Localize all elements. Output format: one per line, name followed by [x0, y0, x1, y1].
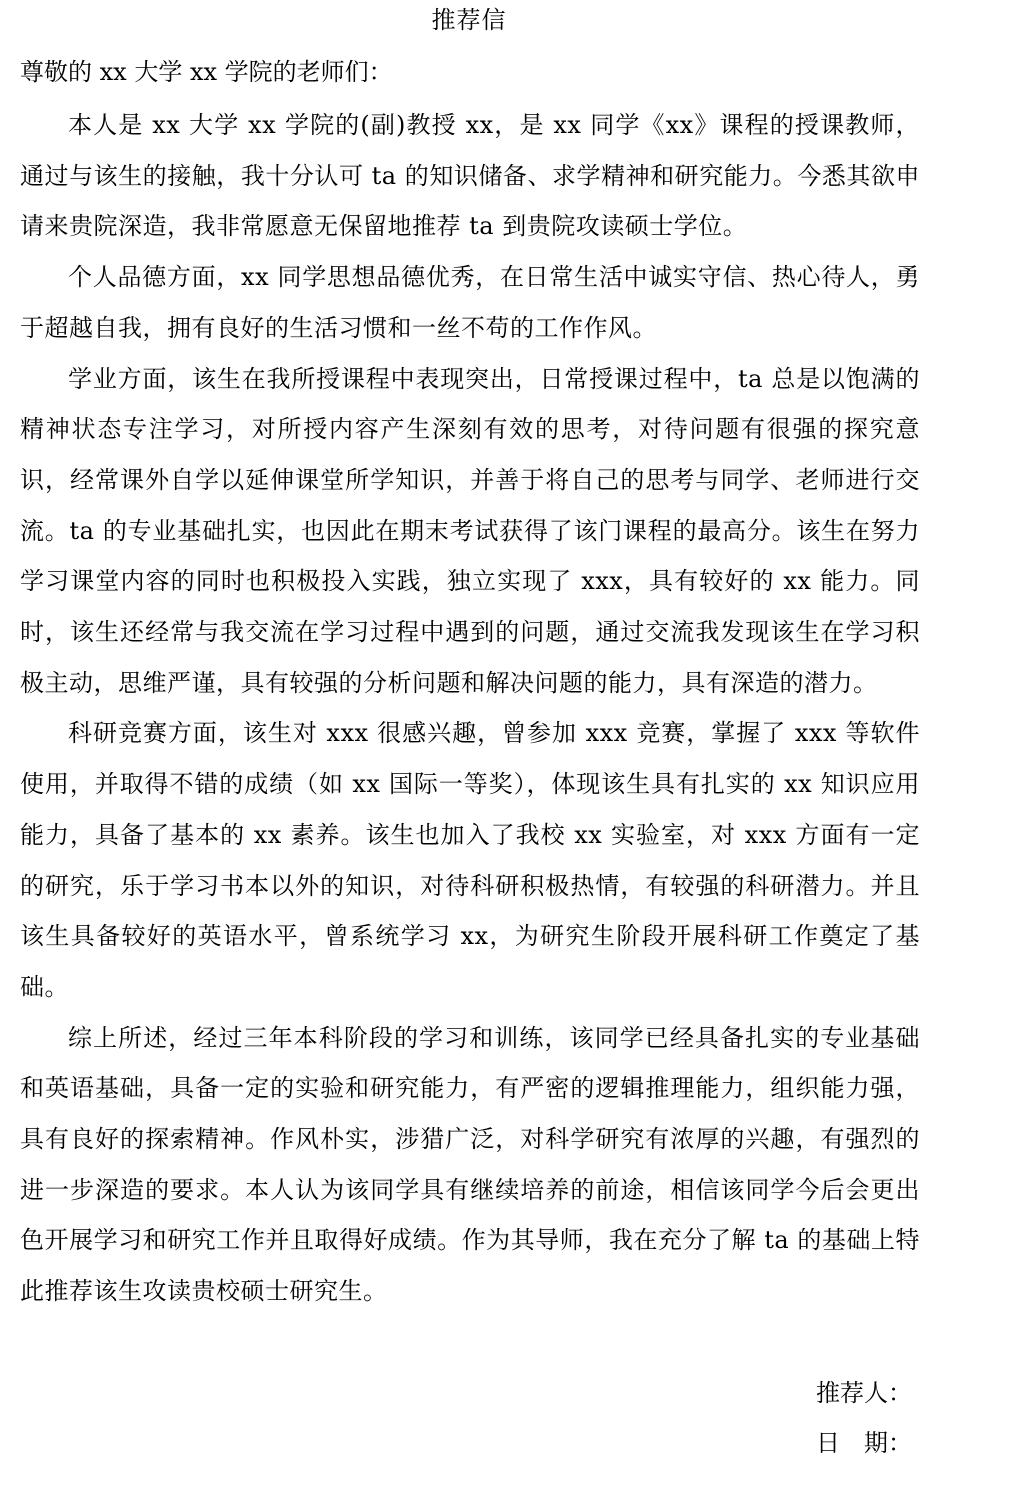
date-label: 日 期： [816, 1429, 912, 1457]
signature-block [816, 1368, 1016, 1468]
paragraph-character: 个人品德方面，xx 同学思想品德优秀，在日常生活中诚实守信、热心待人，勇于超越自我，拥有良好的生活习惯和一丝不苟的工作作风。 [20, 263, 920, 342]
letter-body [20, 100, 920, 1317]
document-title: 推荐信 [431, 6, 507, 34]
paragraph-research: 科研竞赛方面，该生对 xxx 很感兴趣，曾参加 xxx 竞赛，掌握了 xxx 等软件使用，并取得不错的成绩（如 xx 国际一等奖），体现该生具有扎实的 xx 知识应用能力，具备了基本的 xx 素养。该生也加入了我校 xx 实验室，对 xxx 方面有一定的研究，乐于学习书本以外的知识，对待科研积极热情，有较强的科研潜力。并且该生具备较好的英语水平，曾系统学习 xx，为研究生阶段开展科研工作奠定了基础。 [20, 719, 920, 1001]
paragraph-conclusion: 综上所述，经过三年本科阶段的学习和训练，该同学已经具备扎实的专业基础和英语基础，具备一定的实验和研究能力，有严密的逻辑推理能力，组织能力强，具有良好的探索精神。作风朴实，涉猎广泛，对科学研究有浓厚的兴趣，有强烈的进一步深造的要求。本人认为该同学具有继续培养的前途，相信该同学今后会更出色开展学习和研究工作并且取得好成绩。作为其导师，我在充分了解 ta 的基础上特此推荐该生攻读贵校硕士研究生。 [20, 1023, 920, 1306]
paragraph-introduction: 本人是 xx 大学 xx 学院的(副)教授 xx，是 xx 同学《xx》课程的授课教师，通过与该生的接触，我十分认可 ta 的知识储备、求学精神和研究能力。今悉其欲申请来贵院深造，我非常愿意无保留地推荐 ta 到贵院攻读硕士学位。 [20, 111, 920, 241]
recommender-label: 推荐人： [816, 1379, 912, 1407]
salutation: 尊敬的 xx 大学 xx 学院的老师们： [20, 58, 393, 86]
paragraph-academics: 学业方面，该生在我所授课程中表现突出，日常授课过程中，ta 总是以饱满的精神状态专注学习，对所授内容产生深刻有效的思考，对待问题有很强的探究意识，经常课外自学以延伸课堂所学知识，并善于将自己的思考与同学、老师进行交流。ta 的专业基础扎实，也因此在期末考试获得了该门课程的最高分。该生在努力学习课堂内容的同时也积极投入实践，独立实现了 xxx，具有较好的 xx 能力。同时，该生还经常与我交流在学习过程中遇到的问题，通过交流我发现该生在学习积极主动，思维严谨，具有较强的分析问题和解决问题的能力，具有深造的潜力。 [20, 364, 920, 697]
